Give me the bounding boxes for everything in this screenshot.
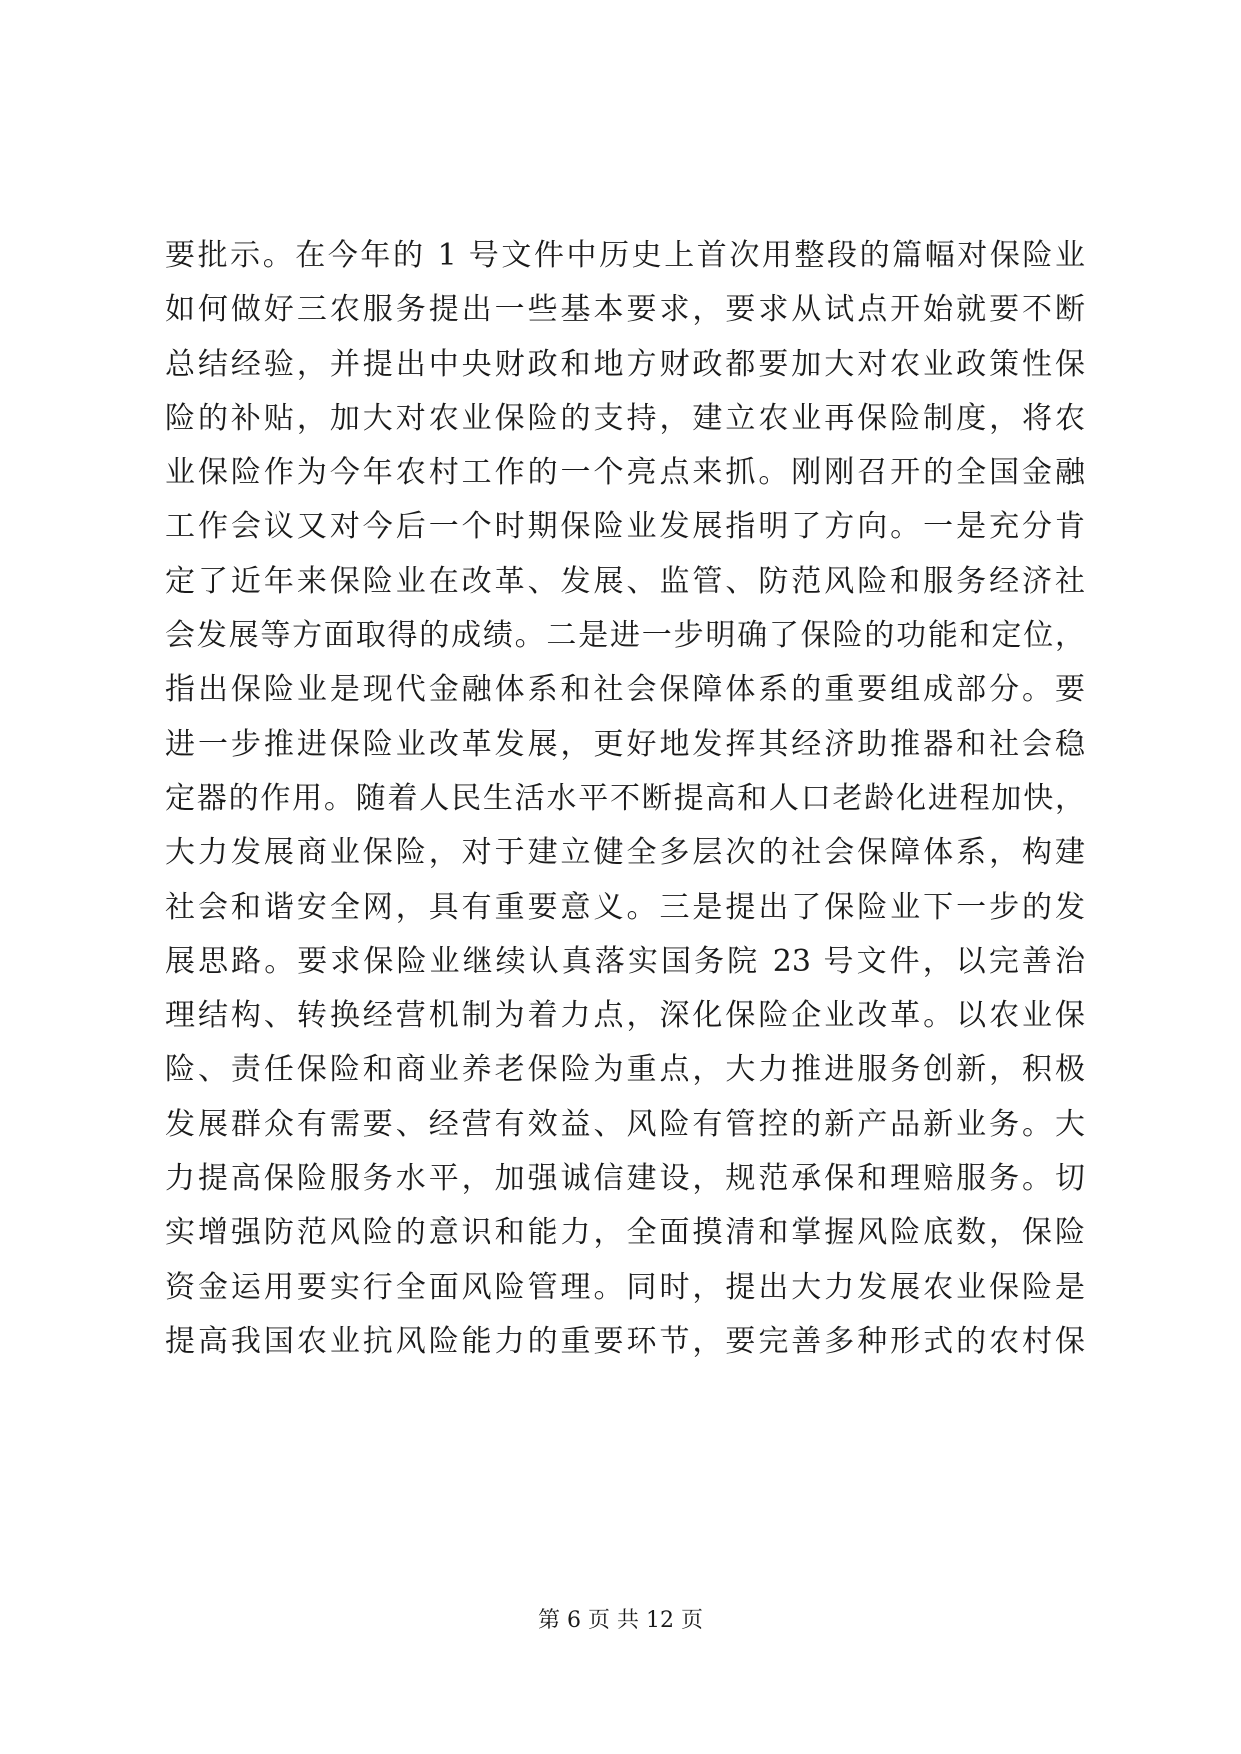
text-line: 展思路。要求保险业继续认真落实国务院 23 号文件，以完善治 bbox=[165, 943, 1085, 979]
body-text bbox=[165, 229, 1085, 1369]
text-line: 定了近年来保险业在改革、发展、监管、防范风险和服务经济社 bbox=[165, 563, 1085, 599]
text-line: 会发展等方面取得的成绩。二是进一步明确了保险的功能和定位， bbox=[165, 618, 1085, 654]
text-line: 社会和谐安全网，具有重要意义。三是提出了保险业下一步的发 bbox=[165, 889, 1085, 925]
text-line: 要批示。在今年的 1 号文件中历史上首次用整段的篇幅对保险业 bbox=[165, 238, 1085, 273]
text-line: 发展群众有需要、经营有效益、风险有管控的新产品新业务。大 bbox=[165, 1106, 1085, 1142]
text-line: 工作会议又对今后一个时期保险业发展指明了方向。一是充分肯 bbox=[165, 509, 1085, 545]
text-line: 如何做好三农服务提出一些基本要求，要求从试点开始就要不断 bbox=[165, 292, 1085, 328]
text-line: 总结经验，并提出中央财政和地方财政都要加大对农业政策性保 bbox=[165, 346, 1085, 382]
text-line: 实增强防范风险的意识和能力，全面摸清和掌握风险底数，保险 bbox=[165, 1215, 1085, 1251]
text-line: 资金运用要实行全面风险管理。同时，提出大力发展农业保险是 bbox=[165, 1269, 1085, 1305]
text-line: 进一步推进保险业改革发展，更好地发挥其经济助推器和社会稳 bbox=[165, 726, 1085, 762]
text-line: 理结构、转换经营机制为着力点，深化保险企业改革。以农业保 bbox=[165, 998, 1085, 1034]
text-line: 大力发展商业保险，对于建立健全多层次的社会保障体系，构建 bbox=[165, 835, 1085, 871]
text-line: 力提高保险服务水平，加强诚信建设，规范承保和理赔服务。切 bbox=[165, 1161, 1085, 1197]
text-line: 定器的作用。随着人民生活水平不断提高和人口老龄化进程加快， bbox=[165, 780, 1085, 816]
page-number-footer: 第 6 页 共 12 页 bbox=[538, 1608, 703, 1633]
text-line: 险、责任保险和商业养老保险为重点，大力推进服务创新，积极 bbox=[165, 1052, 1085, 1088]
text-line: 业保险作为今年农村工作的一个亮点来抓。刚刚召开的全国金融 bbox=[165, 455, 1085, 491]
text-line: 险的补贴，加大对农业保险的支持，建立农业再保险制度，将农 bbox=[165, 400, 1085, 436]
text-line: 指出保险业是现代金融体系和社会保障体系的重要组成部分。要 bbox=[165, 672, 1085, 708]
text-line: 提高我国农业抗风险能力的重要环节，要完善多种形式的农村保 bbox=[165, 1323, 1085, 1359]
